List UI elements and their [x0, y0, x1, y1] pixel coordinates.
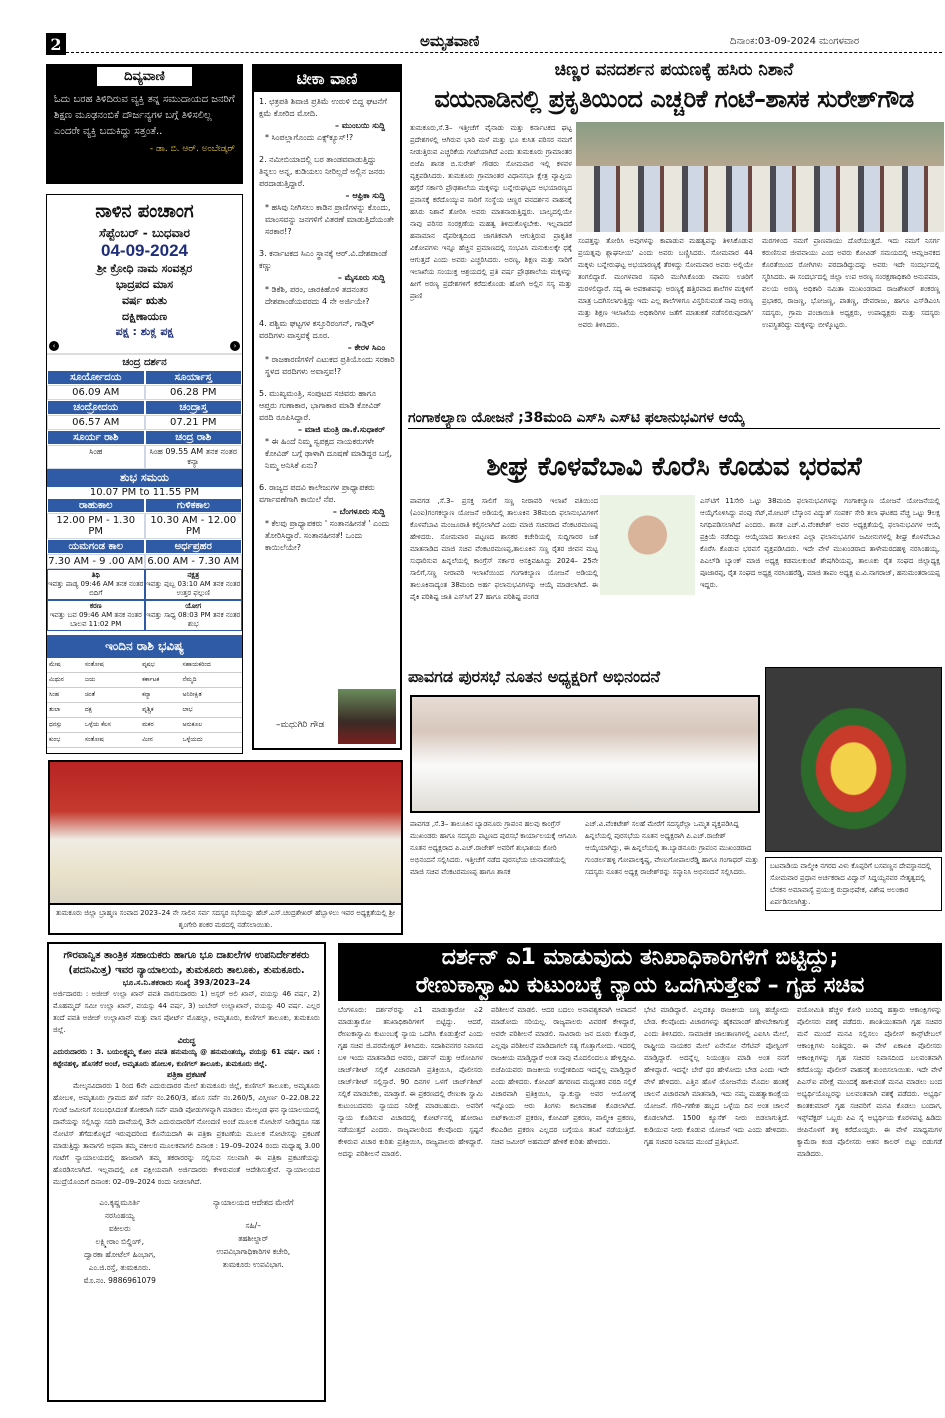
tithi-grid	[47, 569, 242, 631]
rashi-row	[47, 688, 242, 703]
story1-col2: ಸಂಪತ್ತನ್ನು ತೋರಿಸಿ ಅವುಗಳನ್ನು ಕಾಪಾಡುವ ಮಹತ್ವವನ್ನು ತಿಳಿಸಿಕೊಡುವ ಪ್ರಯತ್ನವು ಶ್ಲಾಘನೀಯ' ಎಂದು ಅವರು ಬಣ್ಣಿಸಿದರು. ಸೋಮವಾರ 44 ಮಕ್ಕಳು ಬನ್ನೇರುಘಟ್ಟ ಅಭಯಾರಣ್ಯಕ್ಕೆ ತೆರಳಿದ್ದು ಸೋಮವಾರ ಅವರು ಅಲ್ಲಿಯೇ ತಂಗಲಿದ್ದಾರೆ. ಮಂಗಳವಾರ ಸಫಾರಿ ಮುಗಿಸಿಕೊಂಡು ವಾಪಸು ಊರಿಗೆ ಮರಳಲಿದ್ದಾರೆ. ಸದ್ಯ ಈ ಅವಕಾಶವನ್ನು ಅರಣ್ಯಕ್ಕೆ ಹತ್ತಿರವಾದ ಶಾಲೆಗಳ ಮಕ್ಕಳಿಗೆ ಮಾತ್ರ ಒದಗಿಸಲಾಗುತ್ತಿದ್ದು ಇದು ಎಲ್ಲ ಶಾಲೆಗಳಿಗೂ ವಿಸ್ತರಿಸುವಂತೆ ನಾವು ಅರಣ್ಯ ಮತ್ತು ಶಿಕ್ಷಣ ಇಲಾಖೆಯ ಅಧಿಕಾರಿಗಳ ಜತೆಗೆ ಮಾತುಕತೆ ನಡೆಸಲಿರುವುದಾಗಿ' ಅವರು ತಿಳಿಸಿದರು.	[578, 237, 753, 329]
notice-signatures	[53, 1196, 320, 1287]
rashi-forecast: ಅನಿರೀಕ್ಷಿತ	[181, 688, 242, 703]
author-photo	[338, 689, 396, 744]
rahu-label: ರಾಹುಕಾಲ	[47, 498, 145, 513]
divyavani-box	[46, 64, 243, 184]
signature-line: ನರಸಿಂಹಯ್ಯ	[104, 1211, 135, 1220]
rashi-forecast: ದಕ್ಷ	[83, 703, 140, 718]
tika-item	[259, 318, 395, 378]
signature-line: ಮೊ.ನಂ. 9886961079	[83, 1276, 156, 1285]
story4-col: ಪರಿಶೀಲನೆ ಮಾಡಲಿ. ಆದರ ಬದಲು ಅನಾವಶ್ಯಕವಾಗಿ ಆಪಾದನೆ ಮಾಡೋದು ಸರಿಯಲ್ಲ. ರಾಜ್ಯಪಾಲರು ವಿವರಣೆ ಕೇಳಿದ್ದಾರೆ, ಅವರೇ ಪರಿಶೀಲನೆ ಮಾಡಲಿ. ಸಾವಿರಾರು ಜನ ದೂರು ಕೊಡ್ತಾರೆ, ಎಲ್ಲವೂ ಪರಿಶೀಲನೆ ಮಾಡಿದಾಗಲೇ ಸತ್ಯ ಗೊತ್ತಾಗೋದು. ಇದರಲ್ಲಿ ರಾಜಕೀಯ ಮಾಡ್ತಿದ್ದಾರೆ ಅಂತ ನಾವು ಮೊದಲಿಂದಲೂ ಹೇಳ್ತಿದ್ದೀವಿ. ಬಿಜೆಪಿಯವರು ರಾಜಕೀಯ ಉದ್ದೇಶದಿಂದ ಇದನ್ನೆಲ್ಲ ಮಾಡ್ತಿದ್ದಾರೆ ಎಂದು ಹೇಳಿದರು. ಕೋವಿಡ್ ಹಗರಣದ ಮಧ್ಯಂತರ ವರದಿ ಸಲ್ಲಿಕೆ ವಿಚಾರವಾಗಿ ಪ್ರತಿಕ್ರಿಯಿಸಿ, ನ್ಯಾ.ಕುನ್ಹಾ ಅವರ ಆಯೋಗಕ್ಕೆ ಇನ್ನೊಂದು ಆರು ತಿಂಗಳು ಕಾಲಾವಕಾಶ ಕೊಡಲಾಗಿದೆ. ಬಿಟ್‌ಕಾಯಿನ್ ಪ್ರಕರಣ, ಕೋವಿಡ್ ಪ್ರಕರಣ, ವಾಲ್ಮೀಕಿ ಪ್ರಕರಣ, ಕೆಐಎಡಿಬಿ ಪ್ರಕರಣ ಎಲ್ಲದರ ಬಗ್ಗೆಯೂ ತನಿಖೆ ನಡೆಯುತ್ತಿದೆ. ಸಚಿವ ಜಮೀರ್ ಅಹಮದ್ ಹೇಳಿಕೆ ಕುರಿತು ಹೇಳಿದರು.	[491, 1006, 636, 1146]
notice-versus: ವಿರುದ್ಧ	[177, 1036, 196, 1045]
tika-item	[259, 248, 395, 308]
panchanga-month-day: ಸೆಪ್ಟೆಂಬರ್ - ಬುಧವಾರ	[99, 226, 190, 240]
rashi-name: ಮೇಷ	[47, 658, 83, 673]
tika-item-cmt: * ಈ ಹಿಂದೆ ನಿಮ್ಮ ಸ್ವಪಕ್ಷದ ನಾಯಕರುಗಳೇ ಕೋವಿಡ್ ಬಗ್ಗೆ ಢಾಳಾಗಿ ದೂಷಣೆ ಮಾಡಿದ್ದರ ಬಗ್ಗೆ, ನಿಮ್ಮ ಅನಿಸಿಕೆ ಏನು?	[265, 437, 393, 470]
story3-photo	[410, 695, 760, 813]
story4-col: ಭೇಟಿ ಮಾಡಿದ್ದಾರೆ. ಎಲ್ಲದಕ್ಕೂ ರಾಜಕೀಯ ಬಣ್ಣ ಹಚ್ಚೋದು ಬೇಡ. ಕೆಲವೊಂದು ವಿಚಾರಗಳನ್ನು ಹೈಕಮಾಂಡ್ ಹೇಳಬೇಕಾಗುತ್ತೆ ಎಂದು ತಿಳಿಸಿದರು. ಸಾಮಾಜಿಕ ಜಾಲತಾಣಗಳಲ್ಲಿ ಎಐಸಿಸಿ ಮೇಲೆ, ರಾಷ್ಟ್ರೀಯ ನಾಯಕರ ಮೇಲೆ ಏನೇನೋ ನೆಗೆಟಿವ್ ಪೋಸ್ಟಿಂಗ್ ಮಾಡ್ತಿದ್ದಾರೆ. ಅದನ್ನೆಲ್ಲ ನಿಯಂತ್ರಣ ಮಾಡಿ ಅಂತ ನನಗೆ ಹೇಳಿದ್ದಾರೆ. ಇದನ್ನೇ ಬೇರೆ ಥರ ಹೇಳೋದು ಬೇಡ ಎಂದು ಇದೇ ವೇಳೆ ಹೇಳಿದರು. ಎತ್ತಿನ ಹೊಳೆ ಯೋಜನೆಯ ಮೊದಲ ಹಂತಕ್ಕೆ ಚಾಲನೆ ವಿಚಾರವಾಗಿ ಮಾತನಾಡಿ, ಇದು ನಮ್ಮ ಮಹತ್ವಾಕಾಂಕ್ಷೆಯ ಯೋಜನೆ. ಗೌರಿ–ಗಣೇಶ ಹಬ್ಬದ ಒಳ್ಳೆಯ ದಿನ ಅಂತ ಚಾಲನೆ ಕೊಡಲಾಗಿದೆ. 1500 ಕ್ಯೂಸೆಕ್ ನೀರು ಬಿಡಲಾಗುತ್ತಿದೆ. ಕುಡಿಯುವ ನೀರು ಕೊಡುವ ಯೋಜನೆ ಇದು ಎಂದು ಹೇಳಿದರು. ಗೃಹ ಸಚಿವರ ನಿವಾಸದ ಮುಂದೆ ಪ್ರತಿಭಟನೆ.	[644, 1006, 789, 1146]
panchanga-masa: ಭಾದ್ರಪದ ಮಾಸ	[115, 278, 174, 291]
signature-line: ಲಕ್ಷ್ಮೀರಾಂ ಬಿಲ್ಡಿಂಗ್,	[95, 1237, 145, 1246]
story3-headline: ಪಾವಗಡ ಪುರಸಭೆ ನೂತನ ಅಧ್ಯಕ್ಷರಿಗೆ ಅಭಿನಂದನೆ	[408, 667, 660, 686]
chandra-rashi: ಸಿಂಹ 09.55 AM ತನಕ ನಂತರ ಕನ್ಯಾ	[145, 445, 243, 469]
shubha-time: 10.07 PM to 11.55 PM	[89, 487, 200, 498]
moonrise-time: 06.57 AM	[47, 415, 145, 430]
panchanga-box	[46, 194, 243, 754]
tika-item	[259, 154, 395, 238]
rashi-name: ತುಲಾ	[47, 703, 83, 718]
rashi-forecast: ಒಳ್ಳೆಯ ಕೆಲಸ	[83, 718, 140, 733]
divyavani-author: - ಡಾ. ಬಿ. ಆರ್. ಅಂಬೇಡ್ಕರ್	[149, 144, 235, 154]
surya-rashi: ಸಿಂಹ	[47, 445, 145, 469]
signature-line: ಎಂ.ಕೃಷ್ಣಮೂರ್ತಿ	[99, 1198, 141, 1207]
yoga-label: ಯೋಗ	[185, 602, 202, 610]
story2-headline: ಶೀಘ್ರ ಕೊಳವೆಬಾವಿ ಕೊರೆಸಿ ಕೊಡುವ ಭರವಸೆ	[486, 452, 862, 482]
tika-item-cmt: * ರಾಜಕಾರಣಿಗಳಿಗೆ ಎಟುಕದ ಪ್ರತಿಯೊಂದು ಸರಕಾರಿ ಸ್ಥಳದ ವರದಿಗಳು ಅವಾಸ್ತವ!?	[265, 355, 395, 376]
rashi-forecast: ಜಯ	[83, 673, 140, 688]
yama-label: ಯಮಗಂಡ ಕಾಲ	[47, 539, 145, 554]
sabha-photo	[48, 760, 403, 905]
tika-vani-title: ಟೀಕಾ ವಾಣಿ	[254, 66, 400, 92]
issue-date: ದಿನಾಂಕ:03-09-2024 ಮಂಗಳವಾರ	[730, 36, 860, 47]
notice-press-title: ಪತ್ರಿಕಾ ಪ್ರಕಟಣೆ	[166, 1070, 207, 1079]
rashi-name: ಸಿಂಹ	[47, 688, 83, 703]
tika-item-src: – ಮಾಜಿ ಮಂತ್ರಿ ಡಾ.ಕೆ.ಸುಧಾಕರ್	[297, 425, 385, 434]
sunrise-label: ಸೂರ್ಯೋದಯ	[47, 370, 145, 385]
signature-line: ಉಪವಿಭಾಗಾಧಿಕಾರಿಗಳ ಕಚೇರಿ,	[216, 1247, 291, 1256]
moonrise-label: ಚಂದ್ರೋದಯ	[47, 400, 145, 415]
story4-headline	[338, 943, 942, 1001]
tika-item-text: 6. ರಾಜ್ಯದ ಪದವಿ ಕಾಲೇಜುಗಳ ಪ್ರಾಧ್ಯಾಪಕರು ವರ್ಗಾವಣೆಗಾಗಿ ಕಾಯಿಲೆ ನೆಪ.	[259, 483, 375, 504]
tika-item-text: 2. ನಮೀಬಿಯಾದಲ್ಲಿ ಬರ ತಾಂಡವವಾಡುತ್ತಿದ್ದು ತಿನ್ನಲು ಅನ್ನ, ಕುಡಿಯಲು ನೀರಿಲ್ಲದೆ ಅಲ್ಲಿನ ಜನರು ಪರದಾಡುತ್ತಿದ್ದಾರೆ.	[259, 155, 386, 188]
panchanga-nav	[47, 339, 242, 355]
rashi-name: ಮಿಥುನ	[47, 673, 83, 688]
rashi-row	[47, 733, 242, 748]
tika-item	[259, 388, 395, 472]
page-number: 2	[50, 34, 62, 54]
story3-col2: ಎಚ್.ವಿ.ವೆಂಕಟೇಶ್ ಸಲಹೆ ಮೇರೆಗೆ ಸದಸ್ಯರೆಲ್ಲಾ ಒಮ್ಮತ ವ್ಯಕ್ತಪಡಿಸಿದ್ದ ಹಿನ್ನಲೆಯಲ್ಲಿ ಪುರಸಭೆಯ ನೂತನ ಅಧ್ಯಕ್ಷರಾಗಿ ಪಿ.ಎಚ್.ರಾಜೇಶ್ ಆಯ್ಕೆಯಾಗಿದ್ದು, ಈ ಹಿನ್ನಲೆಯಲ್ಲಿ ತಾ.ಬ್ಯಾಡನೂರು ಗ್ರಾಪಂನ ಮುಖಂಡರಾದ ಗುಂಡರ್ಲಹಳ್ಳಿ ಗೋಪಾಲಕೃಷ್ಣ, ವೇಣುಗೋಪಾಲರೆಡ್ಡಿ ಹಾಗೂ ಗಂಗಾಧರ್ ಮತ್ತು ಸದಸ್ಯರು ನೂತನ ಅಧ್ಯಕ್ಷ ರಾಜೇಶ್‌ರನ್ನು ಸನ್ಮಾನಿಸಿ ಅಭಿನಂದನೆ ಸಲ್ಲಿಸಿದರು.	[585, 820, 759, 876]
tika-item-cmt: * ಸಿಂಪಲ್ಲಾಗೊಂದು ಎಕ್ಸ್‌ಕ್ಯೂಸ್!?	[265, 133, 354, 142]
rashi-name: ಮಕರ	[140, 718, 180, 733]
story4-col: ಬೆಂಗಳೂರು: ದರ್ಶನ್‌ರನ್ನು ಎ1 ಮಾಡುತ್ತಾರೋ ಎ2 ಮಾಡುತ್ತಾರೋ ತನಿಖಾಧಿಕಾರಿಗಳಿಗೆ ಬಿಟ್ಟಿದ್ದು. ಆದರೆ, ರೇಣುಕಾಸ್ವಾಮಿ ಕುಟುಂಬಕ್ಕೆ ನ್ಯಾಯ ಒದಗಿಸಿ ಕೊಡುತ್ತೇವೆ ಎಂದು ಗೃಹ ಸಚಿವ ಜಿ.ಪರಮೇಶ್ವರ್ ತಿಳಿಸಿದರು. ಸದಾಶಿವನಗರ ನಿವಾಸದ ಬಳಿ ಇಂದು ಮಾತನಾಡಿದ ಅವರು, ದರ್ಶನ್ ಮತ್ತು ಆರೋಪಿಗಳ ಚಾರ್ಜ್‌ಶೀಟ್ ಸಲ್ಲಿಕೆ ವಿಚಾರವಾಗಿ ಪ್ರತಿಕ್ರಿಯಿಸಿ, ಪೊಲೀಸರು ಚಾರ್ಜ್‌ಶೀಟ್ ಸಲ್ಲಿಸ್ತಾರೆ. 90 ದಿನಗಳ ಒಳಗೆ ಚಾರ್ಜ್‌ಶೀಟ್ ಸಲ್ಲಿಕೆ ಮಾಡಬೇಕು, ಮಾಡ್ತಾರೆ. ಈ ಪ್ರಕರಣದಲ್ಲಿ ರೇಣುಕಾ ಸ್ವಾಮಿ ಕುಟುಂಬದವರು ನ್ಯಾಯದ ನಿರೀಕ್ಷೆ ಮಾಡಬಹುದು. ಅವರಿಗೆ ನ್ಯಾಯ ಕೊಡಿಸುವ ವಿಚಾರದಲ್ಲಿ ಕೋರ್ಟ್‌ನಲ್ಲಿ ಹೋರಾಟ ನಡೆಯುತ್ತದೆ ಎಂದರು. ರಾಜ್ಯಪಾಲರಿಂದ ಕೆಲವೊಂದು ಸ್ಪಷ್ಟನೆ ಕೇಳಿರುವ ವಿಚಾರ ಕುರಿತು ಪ್ರತಿಕ್ರಿಯಿಸಿ, ರಾಜ್ಯಪಾಲರು ಹೇಳಿದ್ದಾರೆ. ಅದನ್ನು ಪರಿಶೀಲನೆ ಮಾಡಲಿ.	[338, 1006, 483, 1158]
tika-item-src: – ಮೈಸೂರು ಸುದ್ದಿ	[337, 273, 385, 282]
nakshatra-label: ನಕ್ಷತ್ರ	[187, 571, 200, 579]
notice-case-no: ಭೂ.ಸ.ನಿ.ತಕರಾರು ಸಂಖ್ಯೆ 393/2023–24	[122, 978, 251, 987]
gulika-label: ಗುಳಿಕಕಾಲ	[145, 498, 243, 513]
rashi-name: ಕನ್ಯಾ	[140, 688, 180, 703]
signature-line: ವಕೀಲರು	[108, 1224, 131, 1233]
tika-vani-box	[252, 64, 402, 750]
temple-caption: ಬಟವಾಡಿಯ ವಾಲ್ಮೀಕಿ ನಗರದ ವಿಳು ಕೊಪ್ಪರಿಗೆ ಬಸವಣ್ಣನ ದೇವಸ್ಥಾನದಲ್ಲಿ ಸೋಮವಾರ ಪ್ರಧಾನ ಅರ್ಚಕರಾದ ವಿದ್ವಾನ್ ಸಿದ್ದಯ್ಯನವರ ನೇತೃತ್ವದಲ್ಲಿ ಬೆನಕನ ಅಮಾವಾಸ್ಯೆ ಪ್ರಯುಕ್ತ ರುದ್ರಾಭಿಷೇಕ, ವಿಶೇಷ ಅಲಂಕಾರ ಏರ್ಪಡಿಸಲಾಗಿತ್ತು.	[765, 857, 942, 911]
story2-photo	[600, 495, 695, 595]
rashi-name: ಮೀನ	[140, 733, 180, 748]
signature-line: ತಹಶೀಲ್ದಾರ್	[238, 1234, 269, 1243]
sunset-label: ಸೂರ್ಯಾಸ್ತ	[145, 370, 243, 385]
nakshatra: ಇವತ್ತು ಪುಬ್ಬ 03:10 AM ತನಕ ನಂತರ ಉತ್ತರ ಫಲ್ಗುಣಿ	[146, 580, 241, 597]
signature-line: ನ್ಯಾಯಾಲಯದ ಆದೇಶದ ಮೇರೆಗೆ	[213, 1198, 294, 1207]
tika-item-text: 3. ಕರ್ನಾಟಕದ ಸಿಎಂ ಸ್ಥಾನಕ್ಕೆ ಆರ್.ವಿ.ದೇಶಪಾಂಡೆ ಕಣ್ಣು	[259, 249, 388, 270]
chevron-left-icon[interactable]: ‹	[49, 341, 59, 351]
rashi-name: ವೃಶ್ಚಿಕ	[140, 703, 180, 718]
sun-moon-grid	[47, 370, 242, 469]
rashi-row	[47, 658, 242, 673]
court-notice	[47, 942, 326, 1402]
rashi-table	[47, 658, 242, 748]
notice-respondents: ಎದುರುದಾರರು : 3. ಬಯಲಕ್ಷ್ಮಮ್ಮ ಕೋಂ ಪವತಿ ಹನುಮಯ್ಯ @ ಹನುಮಂತಯ್ಯ, ವಯಸ್ಸು 61 ವರ್ಷ. ವಾಸ : ಕಟ್ಟೇನಹಳ್ಳಿ, ಹೊಸಕೆರೆ ಅಂಚೆ, ಅಮೃತೂರು ಹೋಬಳಿ, ಕುಣಿಗಲ್ ತಾಲೂಕು, ತುಮಕೂರು ಜಿಲ್ಲೆ.	[53, 1048, 320, 1068]
panchanga-ritu: ವರ್ಷ ಋತು	[121, 294, 168, 307]
paper-title: ಅಮೃತವಾಣಿ	[420, 32, 480, 50]
signature-line: ಸಹಿ/–	[245, 1221, 261, 1230]
shubha-label: ಶುಭ ಸಮಯ	[47, 469, 242, 487]
rashi-forecast: ಒಳ್ಳೆಯದು	[181, 733, 242, 748]
rashi-name: ಕುಂಭ	[47, 733, 83, 748]
divyavani-title: ದಿವ್ಯವಾಣಿ	[97, 67, 192, 86]
notice-petitioners: ಅರ್ಜಿದಾರರು : ಅಜೀಜ್ ಉಲ್ಲಾ ಖಾನ್ ಪವತಿ ವಾರಸುದಾರರು 1) ಅಸ್ಗರ್ ಅಲಿ ಖಾನ್, ವಯಸ್ಸು 46 ವರ್ಷ, 2) ಮೊಹಮ್ಮದ್ ಸಮೀ ಉಲ್ಲಾ ಖಾನ್, ವಯಸ್ಸು 44 ವರ್ಷ, 3) ಜುಬೇರ್ ಉಲ್ಲಾಖಾನ್, ವಯಸ್ಸು 40 ವರ್ಷ. ಎಲ್ಲರ ತಂದೆ ಪವತಿ ಅಜೀಜ್ ಉಲ್ಲಾಖಾನ್ ಮತ್ತು ವಾಸ ಪೋರ್ಟ್ ಮೊಹಲ್ಲಾ, ಅಮೃತೂರು, ಕುಣಿಗಲ್ ತಾಲೂಕು, ತುಮಕೂರು ಜಿಲ್ಲೆ.	[53, 990, 320, 1034]
chandra-rashi-label: ಚಂದ್ರ ರಾಶಿ	[145, 430, 243, 445]
panchanga-paksha: ಪಕ್ಷ : ಶುಕ್ಲ ಪಕ್ಷ	[115, 325, 174, 338]
tika-item-src: – ಕೇರಳ ಸಿಎಂ	[347, 343, 385, 352]
story1-kicker: ಚಿಣ್ಣರ ವನದರ್ಶನ ಪಯಣಕ್ಕೆ ಹಸಿರು ನಿಶಾನೆ	[554, 60, 794, 80]
story4-col: ವಯೋಮಿತಿ ಹೆಚ್ಚಳ ಕೋರಿ ಬಂದಿದ್ದ ಹತ್ತಾರು ಆಕಾಂಕ್ಷಿಗಳನ್ನು ಪೊಲೀಸರು ವಶಕ್ಕೆ ಪಡೆದರು. ಶಾಂತಿಯುತವಾಗಿ ಗೃಹ ಸಚಿವರ ಮನೆ ಮುಂದೆ ಮನವಿ ಸಲ್ಲಿಸಲು ಪೊಲೀಸ್ ಕಾನ್ಸ್‌ಟೇಬಲ್ ಆಕಾಂಕ್ಷಿಗಳು ನಿಂತಿದ್ದರು. ಈ ವೇಳೆ ಏಕಾಏಕಿ ಪೊಲೀಸರು ಆಕಾಂಕ್ಷಿಗಳನ್ನು ಗೃಹ ಸಚಿವರ ನಿವಾಸದಿಂದ ಬಲವಂತವಾಗಿ ಕರೆದೊಯ್ದು ಪೊಲೀಸ್ ವಾಹನಕ್ಕೆ ತುಂಬಿಸಲಾಯಿತು. ಇದೇ ವೇಳೆ ಪಿಎಸ್‌ಐ ಪರೀಕ್ಷೆ ಮುಂದಕ್ಕೆ ಹಾಕುವಂತೆ ಮನವಿ ಮಾಡಲು ಬಂದ ಅಭ್ಯರ್ಥಿಯೊಬ್ಬರನ್ನು ಬಲವಂತವಾಗಿ ವಶಕ್ಕೆ ಪಡೆದರು. ಅಭ್ಯರ್ಥಿ ಕಾಂತಕುಮಾರ್ ಗೃಹ ಸಚಿವರಿಗೆ ಮನವಿ ಕೊಡಲು ಬಂದಾಗ, ಇನ್ಸ್‌ಪೆಕ್ಟರ್ ಒಬ್ಬರು ಪಿಎ ಸೈ ಅಭ್ಯರ್ಥಿಯ ಕೊರಳಪಟ್ಟಿ ಹಿಡಿದು ಜೀಪಿನೊಳಗೆ ತಳ್ಳಿ ಕರೆದೊಯ್ದರು. ಈ ವೇಳೆ ಮಾಧ್ಯಮಗಳ ಕ್ಯಾಮೆರಾ ಕಂಡ ಪೊಲೀಸರು ಆತನ ಕಾಲರ್ ಬಿಟ್ಟು ಬಿಡುಗಡೆ ಮಾಡಿದರು.	[797, 1006, 942, 1158]
rahu-time: 12.00 PM - 1.30 PM	[47, 513, 145, 539]
page-number-badge	[46, 33, 66, 55]
story4-headline-line2: ರೇಣುಕಾಸ್ವಾಮಿ ಕುಟುಂಬಕ್ಕೆ ನ್ಯಾಯ ಒದಗಿಸುತ್ತೇವೆ – ಗೃಹ ಸಚಿವ	[415, 973, 865, 998]
rashi-forecast: ಅನುಕೂಲ	[181, 718, 242, 733]
panchanga-title: ನಾಳಿನ ಪಂಚಾಂಗ	[95, 201, 194, 222]
rashi-forecast: ಚಿಂತೆ	[83, 688, 140, 703]
tika-vani-author: –ಮಧುಗಿರಿ ಗೌಡ	[276, 720, 325, 730]
tika-item-src: – ಮುಂಬಯಿ ಸುದ್ದಿ	[335, 121, 385, 130]
tithi-label: ತಿಥಿ	[91, 571, 100, 579]
story2-kicker: ಗಂಗಾಕಲ್ಯಾಣ ಯೋಜನೆ ;38ಮಂದಿ ಎಸ್‌ಸಿ ಎಸ್‌ಟಿ ಫಲಾನುಭವಿಗಳ ಆಯ್ಕೆ	[408, 410, 940, 429]
tahsildar-signature	[187, 1196, 321, 1287]
tika-item-src: – ಆಫ್ರಿಕಾ ಸುದ್ದಿ	[345, 191, 385, 200]
signature-line: ದ್ವಾರಕಾ ಹೋಟೆಲ್ ಹಿಂಭಾಗ,	[84, 1250, 156, 1259]
moonset-time: 07.21 PM	[145, 415, 243, 430]
tika-item-src: – ಬೆಂಗಳೂರು ಸುದ್ದಿ	[332, 507, 385, 516]
moonset-label: ಚಂದ್ರಾಸ್ತ	[145, 400, 243, 415]
tika-item-cmt: * ಹಸಿವು ನೀಗಿಸಲು ಕಾಡಿನ ಪ್ರಾಣಿಗಳನ್ನು ಕೊಂದು, ಮಾಂಸವನ್ನು ಜನಗಳಿಗೆ ವಿತರಣೆ ಮಾಡುತ್ತಿದೆಯಂತೇ ಸರಕಾರ!?	[265, 203, 394, 236]
notice-body: ಮೇಲ್ಕನವಿದಾರರು 1 ರಿಂದ 6ನೇ ಎದುರುದಾರರ ಮೇಲೆ ತುಮಕೂರು ಜಿಲ್ಲೆ, ಕುಣಿಗಲ್ ತಾಲೂಕು, ಅಮೃತೂರು ಹೋಬಳಿ, ಅಮೃತೂರು ಗ್ರಾಮದ ಹಳೆ ಸರ್ವೆ ನಂ.260/3, ಹೊಸ ಸರ್ವೆ ನಂ.260/5, ವಿಸ್ತೀರ್ಣ 0–22.08.22 ಗುಂಟೆ ಜಮೀನಿಗೆ ಸಂಬಂಧಿಸಿದಂತೆ ತೋಕರಾಗಿ ಸರ್ವೆ ಮಾಡಿ ಪೋಡುಗಳನ್ನಾಗಿ ಮಾಡಲು ಮೇಲ್ಕಂಡ ಘನ ನ್ಯಾಯಾಲಯದಲ್ಲಿ ದಾವೆಯನ್ನು ಸಲ್ಲಿಸಿದ್ದು ಸದರಿ ದಾವೆಯಲ್ಲಿ 3ನೇ ಎದುರುದಾರರಿಗೆ ನೋಂದಣಿ ಅಂಚೆ ಮೂಲಕ ನೋಟೀಸ್ ನೀಡಿದ್ದರೂ ಸಹ ನೋಟಿಸ್ ತೆಗೆದುಕೊಳ್ಳದೆ ಇರುವುದರಿಂದ ಕೊನೆಯದಾಗಿ ಈ ಪತ್ರಿಕಾ ಪ್ರಕಟಣೆಯ ಮೂಲಕ ನೋಟೀಸನ್ನು ಪ್ರಕಟಣೆ ಮಾಡುತ್ತಿದ್ದು ತಾವಾಗಲಿ ಅಥವಾ ತಮ್ಮ ವಕೀಲರ ಮೂಲಕವಾಗಲಿ ದಿನಾಂಕ : 19–09–2024 ರಂದು ಮಧ್ಯಾಹ್ನ 3.00 ಗಂಟೆಗೆ ನ್ಯಾಯಾಲಯದಲ್ಲಿ ಹಾಜರಾಗಿ ತಮ್ಮ ತಕರಾರರನ್ನು ಸಲ್ಲಿಸುವ ಸಲುವಾಗಿ ಈ ಪತ್ರಿಕಾ ಪ್ರಕಟಣೆಯನ್ನು ಹೊರಡಿಸಲಾಗಿದೆ. ಇಲ್ಲವಾದಲ್ಲಿ ಏಕ ಪಕ್ಷೀಯವಾಗಿ ಅರ್ಜಿದಾರರು ಕೇಳಿರುವಂತೆ ಆದೇಶಿಸುತ್ತೇವೆ. ನ್ಯಾಯಾಲಯದ ಮುದ್ರೆಯೊಂದಿಗೆ ದಿನಾಂಕ: 02–09–2024 ರಂದು ನೀಡಲಾಗಿದೆ.	[53, 1082, 320, 1186]
notice-court: ಗೌರವಾನ್ವಿತ ತಾಂತ್ರಿಕ ಸಹಾಯಕರು ಹಾಗೂ ಭೂ ದಾಖಲೆಗಳ ಉಪನಿರ್ದೇಶಕರು (ಪದನಿಮಿತ್ತ) ಇವರ ನ್ಯಾಯಾಲಯ, ತುಮಕೂರು ತಾಲೂಕು, ತುಮಕೂರು.	[63, 950, 310, 976]
rashi-name: ಕರ್ಕಾಟಕ	[140, 673, 180, 688]
rashi-name: ಧನಸ್ಸು	[47, 718, 83, 733]
ardha-time: 6.00 AM - 7.30 AM	[145, 554, 243, 569]
tika-item	[259, 482, 395, 554]
tika-item-text: 1. ಛತ್ರಪತಿ ಶಿವಾಜಿ ಪ್ರತಿಮೆ ಉರುಳಿ ಬಿದ್ದ ಘಟನೆಗೆ ಕ್ಷಮೆ ಕೋರಿದ ಮೋದಿ.	[259, 97, 387, 118]
sunrise-time: 06.09 AM	[47, 385, 145, 400]
divyavani-quote: ಓದು ಬರಹ ತಿಳಿದಿರುವ ವ್ಯಕ್ತಿ ತನ್ನ ಸಮುದಾಯದ ಜನರಿಗೆ ಶಿಕ್ಷಣ ಮೂಢನಂಬಿಕೆ ದೌರ್ಜನ್ಯಗಳ ಬಗ್ಗೆ ತಿಳಿಸಲಿಲ್ಲ ಎಂದರೇ ವ್ಯಕ್ತಿ ಬದುಕಿದ್ದು ಸತ್ತಂತೆ..	[54, 94, 235, 137]
tika-vani-items	[254, 92, 400, 568]
story1-photo	[576, 122, 944, 232]
rashi-forecast: ಸಹಾಯಕರಿಂದ	[181, 658, 242, 673]
signature-line: ಎಂ.ಜಿ.ರಸ್ತೆ, ತುಮಕೂರು.	[88, 1263, 151, 1272]
story4-headline-line1: ದರ್ಶನ್ ಎ1 ಮಾಡುವುದು ತನಿಖಾಧಿಕಾರಿಗಳಿಗೆ ಬಿಟ್ಟಿದ್ದು;	[441, 945, 839, 970]
advocate-signature	[53, 1196, 187, 1287]
story4-columns	[338, 1004, 942, 1404]
chevron-right-icon[interactable]: ›	[230, 341, 240, 351]
surya-rashi-label: ಸೂರ್ಯ ರಾಶಿ	[47, 430, 145, 445]
panchanga-samvatsara: ಶ್ರೀ ಕ್ರೋಧಿ ನಾಮ ಸಂವತ್ಸರ	[96, 262, 193, 275]
rashi-forecast: ಸಂತೋಷ	[83, 733, 140, 748]
rashi-forecast: ಲಾಭ	[181, 703, 242, 718]
story2-col2: ಎಸ್‌ಟಿಗೆ 11ಸೇರಿ ಒಟ್ಟು 38ಮಂದಿ ಫಲಾನುಭವಿಗಳನ್ನು ಗಂಗಾಕಲ್ಯಾಣ ಯೋಜನೆ ಯೋಜನೆಯಲ್ಲಿ ಆಯ್ಕೆಗೊಳಿಸಿದ್ದು ಪಂಪು ಸೆಟ್,ಮೋಟರ್ ಬೆಸ್ಕಾಂನ ವಿದ್ಯುತ್ ಸಂಪರ್ಕ ಸೇರಿ ತಲಾ ಘಟಕದ ವೆಚ್ಚ ಒಟ್ಟು 9ಲಕ್ಷ ನಿಗಧಿಪಡಿಸಲಾಗಿದೆ ಎಂದರು. ಶಾಸಕ ಎಚ್.ವಿ.ವೆಂಕಟೇಶ್ ಅವರ ಅಧ್ಯಕ್ಷತೆಯಲ್ಲಿ ಫಲಾನುಭವಿಗಳ ಆಯ್ಕೆ ಪ್ರಕ್ರಿಯೆ ನಡೆದಿದ್ದು ಆಯ್ಕೆಯಾದ ತಾಲೂಕಿನ ಎಲ್ಲಾ ಫಲಾನುಭವಿಗಳ ಜಮೀನುಗಳಲ್ಲಿ ಶೀಘ್ರ ಕೊಳವೆಬಾವಿ ಕೊರೆಸಿ ಕೊಡುವ ಭರವಸೆ ವ್ಯಕ್ತಪಡಿಸಿದರು. ಇದೇ ವೇಳೆ ಮುಖಂಡರಾದ ತಾಳೇಮರದಹಳ್ಳಿ ನರಸಿಂಹಯ್ಯ, ಪಿಎಲ್‌ಡಿ ಬ್ಯಾಂಕ್ ಮಾಜಿ ಅಧ್ಯಕ್ಷ ಕಡಮಲಕುಂಟೆ ಶೇಷಗಿರಿಯಪ್ಪ, ತಾಲೂಕು ರೈತ ಸಂಘದ ಜಿಲ್ಲಾಧ್ಯಕ್ಷ ಪೂಜಾರಪ್ಪ, ರೈತ ಸಂಘದ ಅಧ್ಯಕ್ಷ ನರಸಿಂಹರೆಡ್ಡಿ, ಮಾಜಿ ತಾಪಂ ಅಧ್ಯಕ್ಷ ಐ.ವಿ.ನಾಗರಾಜ್, ಹನುಮಂತರಾಯಪ್ಪ ಇದ್ದರು.	[700, 497, 940, 589]
chandra-darshana: ಚಂದ್ರ ದರ್ಶನ	[122, 357, 167, 368]
rashi-row	[47, 718, 242, 733]
story2-col1: ಪಾವಗಡ ,ಸೆ.3– ಪ್ರಸಕ್ತ ಸಾಲಿಗೆ ಸಣ್ಣ ನೀರಾವರಿ ಇಲಾಖೆ ವತಿಯಿಂದ (ಎಂಐ)ಗಂಗಕಲ್ಯಾಣ ಯೋಜನೆ ಅಡಿಯಲ್ಲಿ ತಾಲೂಕಿನ 38ಮಂದಿ ಫಲಾನುಭವಿಗಳಿಗೆ ಕೊಳವೆಬಾವಿ ಮಂಜೂರಾತಿ ಕಲ್ಪಿಸಲಾಗಿದೆ ಎಂದು ಮಾಜಿ ಸಚಿವರಾದ ವೆಂಕಟರಮಣಪ್ಪ ಹೇಳಿದರು. ಸೋಮವಾರ ಪಟ್ಟಣದ ಶಾಸಕರ ಕಚೇರಿಯಲ್ಲಿ ಸುದ್ದಿಗಾರರ ಜತೆ ಮಾತನಾಡಿದ ಮಾಜಿ ಸಚಿವ ವೆಂಕಟರಮಣಪ್ಪ,ತಾಲೂಕಿನ ಸಣ್ಣ ರೈತರ ಜೀವನ ಮಟ್ಟ ಸುಧಾರಿಸುವ ಹಿನ್ನಲೆಯಲ್ಲಿ ಕಾಂಗ್ರೆಸ್ ಸರ್ಕಾರ ಆಸಕ್ತಿವಹಿಸಿದ್ದು 2024– 25ನೇ ಸಾಲಿಗೆ,ಸಣ್ಣ ನೀರಾವರಿ ಇಲಾಖೆಯಿಂದ ಗಂಗಾಕಲ್ಯಾಣ ಯೋಜನೆ ಅಡಿಯಲ್ಲಿ ತಾಲೂಕಿನಾದ್ಯಂತ 38ಮಂದಿ ಅರ್ಹ ಫಲಾನುಭವಿಗಳನ್ನು ಆಯ್ಕೆ ಮಾಡಲಾಗಿದೆ. ಈ ಪೈಕಿ ಪರಿಶಿಷ್ಟ ಜಾತಿ ಎಸ್‌ಸಿಗೆ 27 ಹಾಗೂ ಪರಿಶಿಷ್ಟ ಪಂಗಡ	[410, 497, 598, 601]
yama-time: 7.30 AM - 9 .00 AM	[48, 556, 144, 567]
tithi: ಇವತ್ತು ಪಾಡ್ಯ 09:46 AM ತನಕ ನಂತರ ಬಿದಿಗೆ	[48, 580, 144, 597]
karana: ಇವತ್ತು ಬವ 09:46 AM ತನಕ ನಂತರ ಬಾಲವ 11:02 PM	[49, 611, 142, 628]
sunset-time: 06.28 PM	[145, 385, 243, 400]
ardha-label: ಅರ್ಧಪ್ರಹರ	[145, 539, 243, 554]
tika-item-cmt: * ಕೆಲವು ಪ್ರಾಧ್ಯಾಪಕರು ' ಸಂತಾನಹೀನತೆ ' ಎಂದು ತೋರಿಸಿದ್ದಾರೆ. ಸಂತಾನಹೀನತೆ! ಒಂದು ಕಾಯಿಲೆಯೇ?	[265, 519, 390, 552]
tika-item	[259, 96, 395, 144]
story1-headline: ವಯನಾಡಿನಲ್ಲಿ ಪ್ರಕೃತಿಯಿಂದ ಎಚ್ಚರಿಕೆ ಗಂಟೆ–ಶಾಸಕ ಸುರೇಶ್‌ಗೌಡ	[434, 85, 914, 113]
gulika-time: 10.30 AM - 12.00 PM	[145, 513, 243, 539]
tika-item-text: 4. ಪಶ್ಚಿಮ ಘಟ್ಟಗಳ ಕಸ್ತೂರಿರಂಗನ್, ಗಾಡ್ಗಿಳ್ ವರದಿಗಳು ವಾಸ್ತವಕ್ಕೆ ದೂರ.	[259, 319, 375, 340]
rashi-row	[47, 673, 242, 688]
temple-photo	[765, 667, 942, 852]
rashi-forecast: ಸಂತೋಷ	[83, 658, 140, 673]
signature-line: ತುಮಕೂರು ಉಪವಿಭಾಗ.	[222, 1260, 284, 1269]
rashi-forecast: ನೆಮ್ಮದಿ	[181, 673, 242, 688]
karana-label: ಕರಣ	[89, 602, 102, 610]
kala-grid	[47, 498, 242, 569]
sabha-caption: ತುಮಕೂರು ಜಿಲ್ಲಾ ಬ್ರಾಹ್ಮಣ ಸಂವಾದ 2023–24 ನೇ ಸಾಲಿನ ಸರ್ವ ಸದಸ್ಯರ ಸಭೆಯನ್ನು ಹೆಚ್.ಎಸ್.ಚಂದ್ರಶೇಖರ್ ಹೆಬ್ಬಾಳಲು ಇವರ ಅಧ್ಯಕ್ಷತೆಯಲ್ಲಿ ಶ್ರೀ ಶೃಂಗೇರಿ ಶಂಕರ ಮಠದಲ್ಲಿ ನಡೆಸಲಾಯಿತು.	[48, 905, 403, 935]
header-divider	[66, 52, 942, 53]
bhavishya-title: ಇಂದಿನ ರಾಶಿ ಭವಿಷ್ಯ	[47, 635, 242, 658]
tika-item-text: 5. ಮುಖ್ಯಮಂತ್ರಿ, ಸಂಪುಟದ ಸಚಿವರು ಹಾಗೂ ಆಪ್ತರು ಗುಣಾಕಾರ, ಭಾಗಾಕಾರ ಮಾಡಿ ಕೋವಿಡ್ ವರದಿ ರೂಪಿಸಿದ್ದಾರೆ.	[259, 389, 382, 422]
story1-col1: ತುಮಕೂರು,ಸೆ.3– ಇತ್ತೀಚೆಗೆ ವೈನಾಡು ಮತ್ತು ಕರ್ನಾಟಕದ ಘಟ್ಟ ಪ್ರದೇಶಗಳಲ್ಲಿ ಆಗಿರುವ ಭಾರಿ ಮಳೆ ಮತ್ತು ಭೂ ಕುಸಿತ ಪರಿಸರ ನಮಗೆ ನೀಡುತ್ತಿರುವ ಎಚ್ಚರಿಕೆಯ ಗಂಟೆಯಾಗಿದೆ ಎಂದು ತುಮಕೂರು ಗ್ರಾಮಾಂತರ ಬಿಜೆಪಿ ಶಾಸಕ ಬಿ.ಸುರೇಶ್ ಗೌಡರು ಸೋಮವಾರ ಇಲ್ಲಿ ಕಳವಳ ವ್ಯಕ್ತಪಡಿಸಿದರು. ತುಮಕೂರು ಗ್ರಾಮಾಂತರ ವಿಧಾನಸಭಾ ಕ್ಷೇತ್ರ ವ್ಯಾಪ್ತಿಯ ಹಗ್ಗೆರೆ ಸರ್ಕಾರಿ ಪ್ರೌಢಶಾಲೆಯ ಮಕ್ಕಳನ್ನು ಬನ್ನೇರುಘಟ್ಟದ ಅಭಯಾರಣ್ಯದ ಪ್ರವಾಸಕ್ಕೆ ಕರೆದೊಯ್ಯುವ ಸಾರಿಗೆ ಸಂಸ್ಥೆಯ ಚಿಣ್ಣರ ವನದರ್ಶನ ವಾಹನಕ್ಕೆ ಹಸಿರು ನಿಶಾನೆ ತೋರಿಸಿ ಅವರು ಮಾತನಾಡುತ್ತಿದ್ದರು. ಬಾಲ್ಯದಲ್ಲಿಯೇ ನಾವು ಪರಿಸರ ಸಂರಕ್ಷಣೆಯ ಮಹತ್ವ ತಿಳಿದುಕೊಳ್ಳಬೇಕು. ಇಲ್ಲವಾದರೆ ಹವಾಮಾನ ವೈಪರೀತ್ಯದಿಂದ ಜಾಗತಿಕವಾಗಿ ಆಗುತ್ತಿರುವ ಪ್ರಾಕೃತಿಕ ವಿಕೋಪಗಳು ಇನ್ನೂ ಹೆಚ್ಚಿನ ಪ್ರಮಾಣದಲ್ಲಿ ಸಂಭವಿಸಿ ಮನುಕುಲಕ್ಕೇ ಧಕ್ಕೆ ಆಗುತ್ತದೆ ಎಂದು ಅವರು ಎಚ್ಚರಿಸಿದರು. ಅರಣ್ಯ, ಶಿಕ್ಷಣ ಮತ್ತು ಸಾರಿಗೆ ಇಲಾಖೆಯ ಸಂಯುಕ್ತ ಆಶ್ರಯದಲ್ಲಿ ಪ್ರತಿ ವರ್ಷ ಪ್ರೌಢಶಾಲೆಯ ಮಕ್ಕಳನ್ನು ಹೀಗೆ ಅರಣ್ಯ ಪ್ರದೇಶಗಳಿಗೆ ಕರೆದುಕೊಂಡು ಹೋಗಿ ಅಲ್ಲಿನ ಸಸ್ಯ ಮತ್ತು ಪ್ರಾಣಿ	[410, 124, 572, 300]
panchanga-ayana: ದಕ್ಷಿಣಾಯಣ	[122, 310, 167, 323]
panchanga-date: 04-09-2024	[101, 241, 188, 260]
tika-item-cmt: * ಡಿಕೆಶಿ, ಪರಂ, ಜಾರಕಿಹೊಳಿ ತದನಂತರ ದೇಶಪಾಂಡೆಯವರದು 4 ನೇ ಅರ್ಜಿಯೇ?	[265, 285, 370, 306]
rashi-row	[47, 703, 242, 718]
yoga: ಇವತ್ತು ಸಾಧ್ಯ 08:03 PM ತನಕ ನಂತರ ಶುಭ	[146, 611, 241, 628]
story1-col3: ಮರಗಳಿಂದ ನಮಗೆ ಪ್ರಾಣವಾಯು ದೊರೆಯುತ್ತದೆ. ಇದು ನಮಗೆ ನಿಸರ್ಗ ಕರುಣಿಸುವ ಜೀವವಾಯು ಎಂದ ಅವರು ಕೋವಿಡ್ ಸಮಯದಲ್ಲಿ ಆಮ್ಲಜನಕದ ಕೊರತೆಯಿಂದ ರೋಗಿಗಳು ಪರದಾಡಿದ್ದುದನ್ನು ಅವರು ಇದೇ ಸಂದರ್ಭದಲ್ಲಿ ಸ್ಮರಿಸಿದರು. ಈ ಸಂದರ್ಭದಲ್ಲಿ ಜಿಲ್ಲಾ ಉಪ ಅರಣ್ಯ ಸಂರಕ್ಷಣಾಧಿಕಾರಿ ಅನುಪಮಾ, ವಲಯ ಅರಣ್ಯ ಅಧಿಕಾರಿ ನಮಿತಾ ಮುಖಂಡರಾದ ರಾಜಶೇಖರ್ ಶಂಕರಣ್ಣ ಪ್ರಭಾಕರ, ರಾಜಣ್ಣ, ಭೋಜಣ್ಣ, ಪಾತಣ್ಣ, ದೇವರಾಜು, ಹಾಗೂ ಎಸ್‌ಡಿಎಂಸಿ ಸದಸ್ಯರು, ಗ್ರಾಮ ಪಂಚಾಯಿತಿ ಅಧ್ಯಕ್ಷರು, ಉಪಾಧ್ಯಕ್ಷರು ಮತ್ತು ಸದಸ್ಯರು ಉಪಸ್ಥಿತರಿದ್ದು ಮಕ್ಕಳನ್ನು ಬೀಳ್ಕೊಟ್ಟರು.	[762, 237, 940, 329]
rashi-name: ವೃಷಭ	[140, 658, 180, 673]
story3-col1: ಪಾವಗಡ ,ಸೆ.3– ತಾಲೂಕಿನ ಬ್ಯಾಡನೂರು ಗ್ರಾಪಂನ ಹಲವು ಕಾಂಗ್ರೆಸ್ ಮುಖಂಡರು ಹಾಗೂ ಸದಸ್ಯರು ಪಟ್ಟಣದ ಪುರಸಭೆ ಕಾರ್ಯಾಲಯಕ್ಕೆ ಆಗಮಿಸಿ ನೂತನ ಅಧ್ಯಕ್ಷರಾದ ಪಿ.ಎಚ್.ರಾಜೇಶ್ ಅವರಿಗೆ ಶುಭಾಶಯ ಕೋರಿ ಅಭಿನಂದನೆ ಸಲ್ಲಿಸಿದರು. ಇತ್ತೀಚೆಗೆ ನಡೆದ ಪುರಸಭೆಯ ಚುನಾವಣೆಯಲ್ಲಿ ಮಾಜಿ ಸಚಿವ ವೆಂಕಟರಮಣಪ್ಪ ಹಾಗೂ ಶಾಸಕ	[410, 820, 577, 876]
